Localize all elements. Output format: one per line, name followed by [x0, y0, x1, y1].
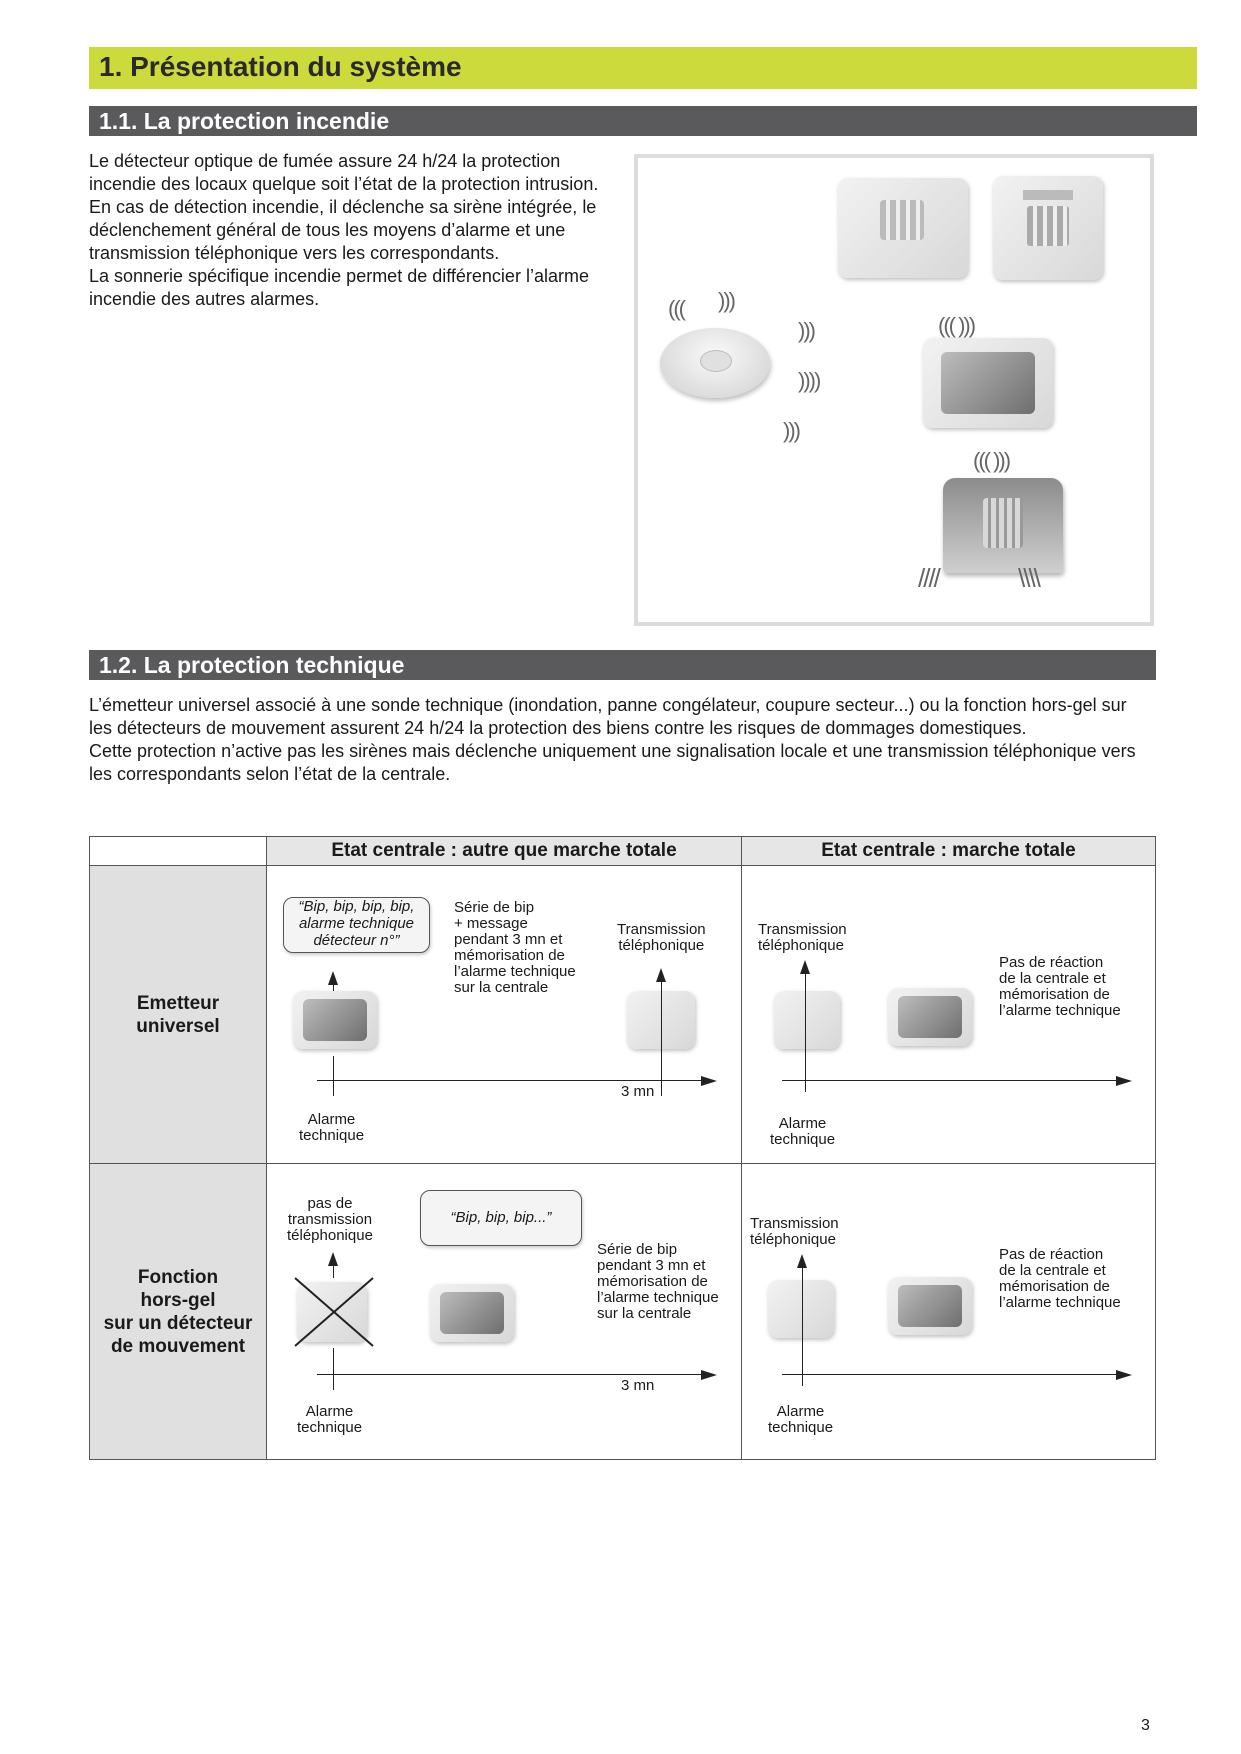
event-marker [802, 1262, 803, 1386]
note-line: de la centrale et [999, 970, 1106, 987]
note-line: transmission [287, 1211, 373, 1228]
note-line: téléphonique [750, 1231, 836, 1248]
speech-bubble [283, 897, 430, 953]
paragraph: Le détecteur optique de fumée assure 24 h/24 la protection incendie des locaux quelque soit l’état de la protection intrusion. [89, 151, 599, 194]
speech-bubble: “Bip, bip, bip...” [420, 1190, 582, 1246]
note-line: technique [299, 1127, 365, 1144]
event-marker [805, 968, 806, 1092]
note-line: + message [454, 915, 528, 932]
time-label: 3 mn [621, 1377, 655, 1394]
note-line: de la centrale et [999, 1262, 1106, 1279]
section-title: 1. Présentation du système [99, 51, 462, 82]
technical-alarm-label [297, 1404, 362, 1436]
smoke-detector [660, 328, 770, 398]
note-line: l’alarme technique [597, 1289, 719, 1306]
signal-waves-icon: ))) [783, 418, 799, 443]
note-line: mémorisation de [999, 1278, 1110, 1295]
arrow-right-icon [701, 1370, 717, 1380]
note-line: Transmission [750, 1215, 839, 1232]
motion-detector-device [888, 1277, 972, 1335]
phone-transmission-note [617, 922, 706, 954]
sound-rays-icon: //// [918, 563, 939, 593]
section-title-bar [89, 47, 1197, 89]
paragraph: Cette protection n’active pas les sirènes mais déclenche uniquement une signalisation locale et une transmission téléphonique vers les correspondants selon l’état de la centrale. [89, 741, 1136, 784]
sound-rays-icon: \\\\ [1018, 563, 1039, 593]
arrow-up-icon [656, 968, 666, 982]
arrow-right-icon [1116, 1076, 1132, 1086]
page-number: 3 [1141, 1717, 1150, 1734]
paragraph: L’émetteur universel associé à une sonde technique (inondation, panne congélateur, coupure secteur...) ou la fonction hors-gel sur les détecteurs de mouvement assurent 24 h/24 la protection des biens contre les risques de dommages domestiques. [89, 695, 1127, 738]
note-line: Pas de réaction [999, 1246, 1104, 1263]
timeline-axis [782, 1080, 1118, 1081]
alarm-central-unit [838, 178, 968, 278]
signal-waves-icon: ))) [798, 318, 814, 343]
signal-waves-icon: ((( ))) [938, 313, 975, 338]
row-label-line: Fonction [137, 1266, 219, 1288]
note-line: pendant 3 mn et [454, 931, 563, 948]
signal-waves-icon: )))) [798, 368, 820, 393]
note-line: Transmission [617, 921, 706, 938]
universal-transmitter-device [888, 988, 972, 1046]
universal-transmitter-device [293, 991, 377, 1049]
time-label: 3 mn [621, 1083, 655, 1100]
alarm-central-keypad-unit [993, 176, 1103, 280]
note-line: l’alarme technique [999, 1294, 1121, 1311]
subsection-title-technical: 1.2. La protection technique [99, 652, 405, 678]
event-marker [333, 1348, 334, 1390]
note-line: mémorisation de [999, 986, 1110, 1003]
note-line: Alarme [307, 1111, 356, 1128]
note-line: technique [770, 1131, 836, 1148]
note-line: pendant 3 mn et [597, 1257, 706, 1274]
technical-alarm-label [770, 1116, 835, 1148]
timeline-axis [317, 1080, 703, 1081]
beep-series-note [597, 1242, 719, 1322]
note-line: téléphonique [758, 937, 844, 954]
row-label-line: sur un détecteur [103, 1312, 253, 1334]
signal-waves-icon: ((( [668, 296, 684, 321]
remote-display-device [923, 338, 1053, 428]
no-transmission-note [287, 1196, 373, 1244]
subsection-title-bar-fire [89, 106, 1197, 136]
note-line: sur la centrale [597, 1305, 692, 1322]
central-unit-device [768, 1280, 834, 1338]
row-label-line: de mouvement [110, 1335, 246, 1357]
row2-cell-other-state [266, 1163, 742, 1460]
note-line: mémorisation de [597, 1273, 708, 1290]
row-label-universal-transmitter [89, 865, 267, 1164]
note-line: technique [297, 1419, 363, 1436]
signal-waves-icon: ((( ))) [973, 448, 1010, 473]
cross-icon [293, 1276, 375, 1348]
arrow-up-icon [800, 960, 810, 974]
subsection-title-bar-technical [89, 650, 1156, 680]
event-marker [661, 976, 662, 1096]
bubble-line: “Bip, bip, bip, bip, [298, 898, 415, 915]
signal-waves-icon: ))) [718, 288, 734, 313]
outdoor-siren [943, 478, 1063, 573]
note-line: Transmission [758, 921, 847, 938]
timeline-axis [317, 1374, 703, 1375]
central-unit-device [774, 991, 840, 1049]
no-reaction-note [999, 955, 1121, 1019]
note-line: sur la centrale [454, 979, 549, 996]
event-marker [333, 1262, 334, 1278]
phone-transmission-note [758, 922, 847, 954]
beep-series-note [454, 900, 576, 996]
arrow-right-icon [1116, 1370, 1132, 1380]
note-line: l’alarme technique [454, 963, 576, 980]
timeline-axis [782, 1374, 1118, 1375]
note-line: Série de bip [454, 899, 535, 916]
subsection-title-fire: 1.1. La protection incendie [99, 108, 390, 134]
no-reaction-note [999, 1247, 1121, 1311]
fire-protection-text [89, 150, 619, 311]
note-line: technique [768, 1419, 834, 1436]
note-line: téléphonique [287, 1227, 373, 1244]
paragraph: La sonnerie spécifique incendie permet de différencier l’alarme incendie des autres alarmes. [89, 266, 589, 309]
row1-cell-other-state [266, 865, 742, 1164]
note-line: Alarme [305, 1403, 354, 1420]
row-label-frost-function [89, 1163, 267, 1460]
event-marker [333, 1056, 334, 1096]
note-line: Pas de réaction [999, 954, 1104, 971]
bubble-line: alarme technique [298, 915, 415, 932]
col-header-other-state: Etat centrale : autre que marche totale [266, 836, 742, 866]
technical-alarm-label [299, 1112, 364, 1144]
col-header-full-arm: Etat centrale : marche totale [741, 836, 1156, 866]
note-line: pas de [307, 1195, 353, 1212]
arrow-right-icon [701, 1076, 717, 1086]
note-line: Alarme [778, 1115, 827, 1132]
paragraph: En cas de détection incendie, il déclenche sa sirène intégrée, le déclenchement général de tous les moyens d’alarme et une transmission téléphonique vers les correspondants. [89, 197, 597, 263]
technical-alarm-label [768, 1404, 833, 1436]
phone-transmission-note [750, 1216, 839, 1248]
technical-protection-text [89, 694, 1149, 786]
row-label-line: Emetteur [136, 992, 220, 1014]
arrow-up-icon [797, 1254, 807, 1268]
bubble-line: détecteur n°” [313, 932, 400, 949]
technical-protection-table [89, 836, 1156, 1460]
note-line: mémorisation de [454, 947, 565, 964]
note-line: téléphonique [618, 937, 705, 954]
row-label-line: universel [136, 1015, 220, 1037]
motion-detector-device [430, 1284, 514, 1342]
note-line: l’alarme technique [999, 1002, 1121, 1019]
note-line: Série de bip [597, 1241, 678, 1258]
table-corner-cell [89, 836, 267, 866]
row-label-line: hors-gel [140, 1289, 216, 1311]
fire-system-illustration [634, 154, 1154, 626]
event-marker [333, 981, 334, 991]
row2-cell-full-arm [741, 1163, 1156, 1460]
note-line: Alarme [776, 1403, 825, 1420]
row1-cell-full-arm [741, 865, 1156, 1164]
